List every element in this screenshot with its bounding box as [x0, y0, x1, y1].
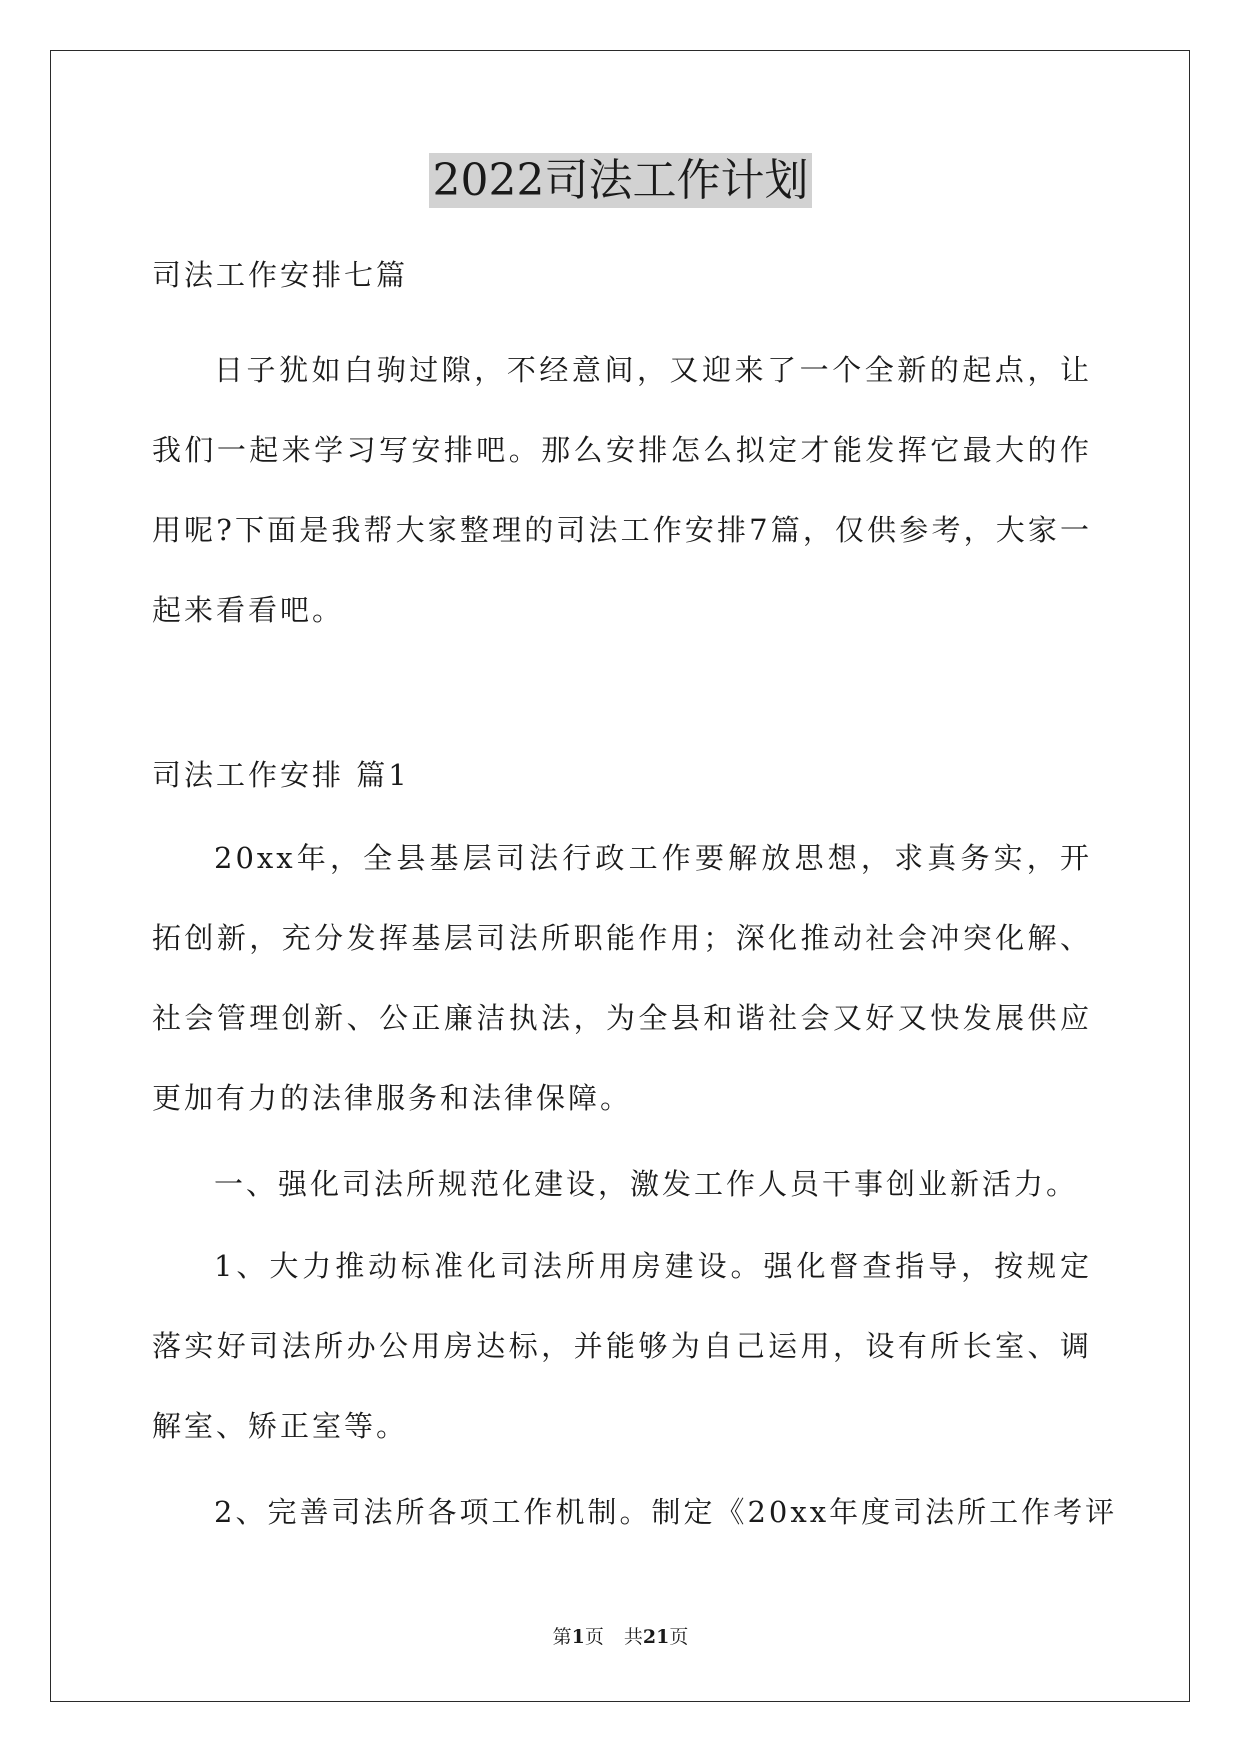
- body-paragraph: 1、大力推动标准化司法所用房建设。强化督查指导，按规定落实好司法所办公用房达标，并能够为自己运用，设有所长室、调解室、矫正室等。: [152, 1249, 1092, 1443]
- intro-paragraph: 日子犹如白驹过隙，不经意间，又迎来了一个全新的起点，让我们一起来学习写安排吧。那么安排怎么拟定才能发挥它最大的作用呢?下面是我帮大家整理的司法工作安排7篇，仅供参考，大家一起来看看吧。: [152, 353, 1092, 627]
- document-subtitle: 司法工作安排七篇: [152, 258, 409, 292]
- body-paragraph: 一、强化司法所规范化建设，激发工作人员干事创业新活力。: [214, 1167, 1079, 1201]
- total-prefix: 共: [623, 1626, 643, 1648]
- total-page-count: 21: [642, 1626, 670, 1648]
- document-title: [0, 150, 1241, 212]
- total-suffix: 页: [669, 1626, 689, 1648]
- page-label: 页: [584, 1626, 604, 1648]
- current-page-number: 1: [571, 1626, 585, 1648]
- body-paragraph: 2、完善司法所各项工作机制。制定《20xx年度司法所工作考评: [214, 1495, 1118, 1529]
- page-footer: [0, 1622, 1241, 1652]
- document-title-text: 2022司法工作计划: [429, 153, 813, 208]
- page-prefix: 第: [552, 1626, 572, 1648]
- section-heading: 司法工作安排 篇1: [152, 758, 410, 792]
- body-paragraph: 20xx年，全县基层司法行政工作要解放思想，求真务实，开拓创新，充分发挥基层司法所职能作用；深化推动社会冲突化解、社会管理创新、公正廉洁执法，为全县和谐社会又好又快发展供应更加有力的法律服务和法律保障。: [152, 841, 1092, 1115]
